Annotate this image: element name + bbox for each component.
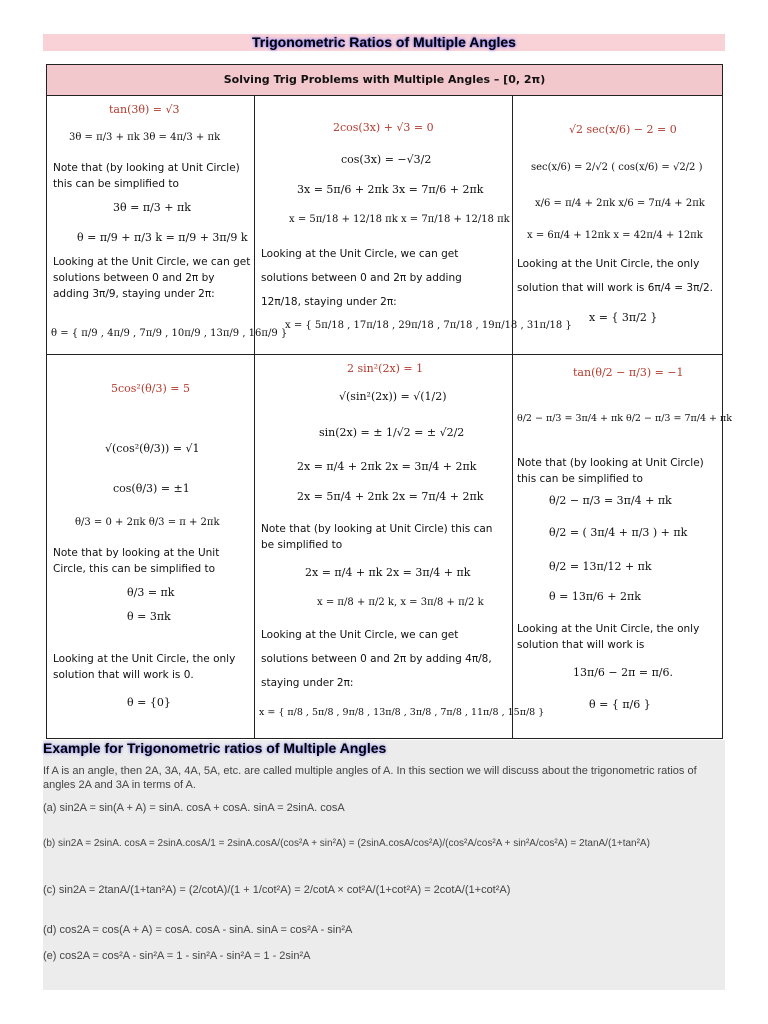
trig-problems-table [46, 64, 732, 739]
step-equation: sin(2x) = ± 1/√2 = ± √2/2 [319, 426, 465, 439]
note-text: Note that (by looking at Unit Circle) this can be simplified to [261, 523, 493, 551]
step-equation: x = 5π/18 + 12/18 πk x = 7π/18 + 12/18 πk [289, 214, 510, 225]
step-equation: 3x = 5π/6 + 2πk 3x = 7π/6 + 2πk [297, 183, 484, 196]
check-equation: 13π/6 − 2π = π/6. [573, 666, 674, 679]
example-intro: If A is an angle, then 2A, 3A, 4A, 5A, etc. are called multiple angles of A. In this section we will discuss about the trigonometric ratios of angles 2A and 3A in terms of A. [43, 765, 697, 791]
solutions-text: Looking at the Unit Circle, we can get solutions between 0 and 2π by adding 3π/9, staying under 2π: [53, 256, 251, 300]
note-text: Note that (by looking at Unit Circle) this can be simplified to [53, 162, 240, 190]
problem-equation: √2 sec(x/6) − 2 = 0 [569, 123, 677, 136]
simplified-equation: θ/2 − π/3 = 3π/4 + πk [549, 494, 672, 507]
formula-line: (a) sin2A = sin(A + A) = sinA. cosA + cosA. sinA = 2sinA. cosA [43, 802, 345, 814]
step-equation: x/6 = π/4 + 2πk x/6 = 7π/4 + 2πk [535, 198, 705, 209]
solutions-text: Looking at the Unit Circle, we can get solutions between 0 and 2π by adding 12π/18, staying under 2π: [261, 248, 462, 308]
table-heading: Solving Trig Problems with Multiple Angles – [0, 2π) [47, 65, 722, 96]
step-equation: x = 6π/4 + 12πk x = 42π/4 + 12πk [527, 230, 703, 241]
table-row [47, 96, 722, 355]
answer-equation: x = { 5π/18 , 17π/18 , 29π/18 , 7π/18 , 19π/18 , 31π/18 } [285, 320, 572, 331]
simplified-equation: θ/2 = 13π/12 + πk [549, 560, 652, 573]
table-cell-r1c3 [513, 96, 721, 354]
table-cell-r1c1 [47, 96, 288, 354]
simplified-equation: 2x = π/4 + πk 2x = 3π/4 + πk [305, 566, 471, 579]
answer-equation: θ = { π/6 } [589, 698, 651, 711]
note-text: Note that by looking at the Unit Circle, this can be simplified to [53, 547, 220, 575]
problem-equation: 2 sin²(2x) = 1 [347, 362, 424, 375]
table-cell-r2c1 [47, 355, 255, 738]
step-equation: √(cos²(θ/3)) = √1 [105, 442, 200, 455]
step-equation: 2x = π/4 + 2πk 2x = 3π/4 + 2πk [297, 460, 477, 473]
formula-line: (d) cos2A = cos(A + A) = cosA. cosA - sinA. sinA = cos²A - sin²A [43, 924, 353, 936]
table-cell-r1c2 [255, 96, 572, 354]
simplified-equation: θ = 3πk [127, 610, 171, 623]
table-cell-r2c2 [255, 355, 545, 738]
step-equation: cos(θ/3) = ±1 [113, 482, 190, 495]
step-equation: θ/3 = 0 + 2πk θ/3 = π + 2πk [75, 517, 220, 528]
page-title-bar [43, 34, 725, 51]
step-equation: √(sin²(2x)) = √(1/2) [339, 390, 447, 403]
note-text: Note that (by looking at Unit Circle) this can be simplified to [517, 457, 704, 485]
theta-equation: θ = π/9 + π/3 k = π/9 + 3π/9 k [77, 231, 248, 244]
formula-line: (e) cos2A = cos²A - sin²A = 1 - sin²A - sin²A = 1 - 2sin²A [43, 950, 311, 962]
example-section [43, 740, 725, 990]
problem-equation: tan(3θ) = √3 [109, 103, 180, 116]
example-title: Example for Trigonometric ratios of Multiple Angles [43, 740, 387, 756]
formula-line: (b) sin2A = 2sinA. cosA = 2sinA.cosA/1 = 2sinA.cosA/(cos²A + sin²A) = (2sinA.cosA/cos²A)/(cos²A/cos²A + sin²A/cos²A) = 2tanA/(1+tan²A) [43, 838, 650, 849]
solutions-text: Looking at the Unit Circle, we can get solutions between 0 and 2π by adding 4π/8, staying under 2π: [261, 629, 492, 689]
step-equation: sec(x/6) = 2/√2 ( cos(x/6) = √2/2 ) [531, 162, 703, 173]
table-row [47, 355, 732, 738]
answer-equation: x = { π/8 , 5π/8 , 9π/8 , 13π/8 , 3π/8 , 7π/8 , 11π/8 , 15π/8 } [259, 707, 545, 718]
table-cell-r2c3 [513, 355, 732, 738]
solutions-text: Looking at the Unit Circle, the only solution that will work is [517, 623, 700, 651]
problem-equation: 2cos(3x) + √3 = 0 [333, 121, 434, 134]
simplified-equation: x = π/8 + π/2 k, x = 3π/8 + π/2 k [317, 597, 484, 608]
step-equation: cos(3x) = −√3/2 [341, 153, 432, 166]
answer-equation: θ = {0} [127, 696, 171, 709]
solutions-text: Looking at the Unit Circle, the only solution that will work is 6π/4 = 3π/2. [517, 258, 713, 294]
solutions-text: Looking at the Unit Circle, the only solution that will work is 0. [53, 653, 236, 681]
simplified-equation: 3θ = π/3 + πk [113, 201, 191, 214]
step-equation: θ/2 − π/3 = 3π/4 + πk θ/2 − π/3 = 7π/4 + πk [517, 413, 732, 424]
simplified-equation: θ/3 = πk [127, 586, 175, 599]
problem-equation: 5cos²(θ/3) = 5 [111, 382, 190, 395]
simplified-equation: θ/2 = ( 3π/4 + π/3 ) + πk [549, 526, 688, 539]
step-equation: 2x = 5π/4 + 2πk 2x = 7π/4 + 2πk [297, 490, 484, 503]
step-equation: 3θ = π/3 + πk 3θ = 4π/3 + πk [69, 132, 221, 143]
answer-equation: θ = { π/9 , 4π/9 , 7π/9 , 10π/9 , 13π/9 , 16π/9 } [51, 328, 288, 339]
formula-line: (c) sin2A = 2tanA/(1+tan²A) = (2/cotA)/(1 + 1/cot²A) = 2/cotA × cot²A/(1+cot²A) = 2cotA/(1+cot²A) [43, 884, 511, 896]
answer-equation: x = { 3π/2 } [589, 311, 658, 324]
problem-equation: tan(θ/2 − π/3) = −1 [573, 366, 684, 379]
simplified-equation: θ = 13π/6 + 2πk [549, 590, 641, 603]
page-title: Trigonometric Ratios of Multiple Angles [252, 34, 516, 50]
